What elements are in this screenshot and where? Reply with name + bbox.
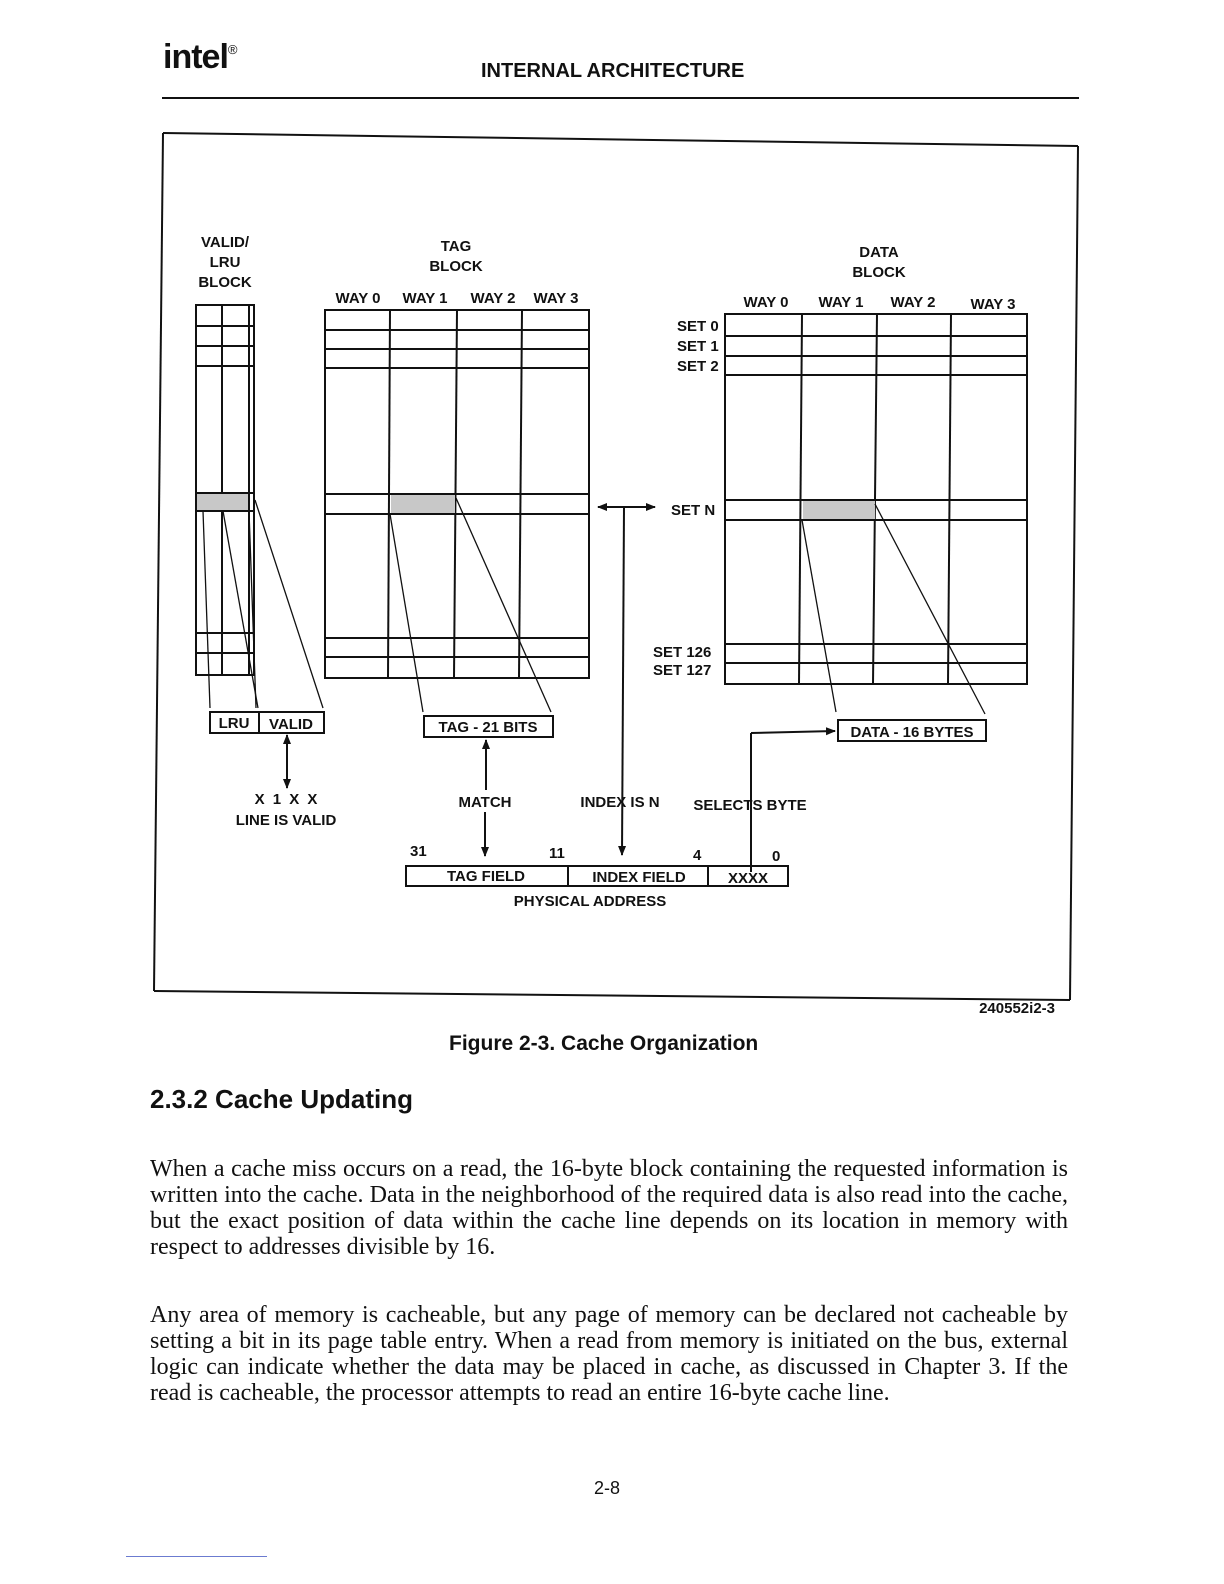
tag-selected-entry xyxy=(391,495,455,513)
data-way-labels xyxy=(743,294,1015,313)
data-block-title xyxy=(852,244,905,281)
expansion-lines xyxy=(203,498,985,714)
figure-label: SET 127 xyxy=(653,662,712,679)
figure-label: WAY 1 xyxy=(818,294,864,311)
lru-label: LRU xyxy=(218,715,250,732)
index-is-n-label: INDEX IS N xyxy=(580,794,660,811)
tag-way-labels xyxy=(335,290,578,307)
valid-lru-block-title xyxy=(198,234,251,291)
figure-label: WAY 1 xyxy=(402,290,448,307)
figure-label: WAY 2 xyxy=(890,294,936,311)
page-number: 2-8 xyxy=(594,1478,621,1498)
figure-label: SET 0 xyxy=(677,318,719,335)
valid-code: X 1 X X xyxy=(254,791,320,808)
line-is-valid-label: LINE IS VALID xyxy=(235,812,337,829)
figure-caption: Figure 2-3. Cache Organization xyxy=(449,1032,759,1055)
data-array xyxy=(725,314,1027,684)
figure-label: WAY 3 xyxy=(533,290,579,307)
figure-label: BLOCK xyxy=(852,264,906,281)
figure-label: SET N xyxy=(671,502,716,519)
tag-array xyxy=(325,310,589,678)
figure-label: DATA xyxy=(859,244,899,261)
figure-label: VALID/ xyxy=(200,234,250,251)
tag-bits-label: TAG - 21 BITS xyxy=(438,719,538,736)
figure-id: 240552i2-3 xyxy=(979,1000,1055,1017)
figure-label: 4 xyxy=(693,847,702,864)
xxxx-label: XXXX xyxy=(727,870,769,887)
set-labels xyxy=(653,318,719,679)
figure-label: WAY 3 xyxy=(970,296,1016,313)
body-paragraph: When a cache miss occurs on a read, the 16-byte block containing the requested information is written into the cache. Data in the neighborhood of the required data is also read into the cache, but the exact position of data within the cache line depends on its location in memory with respect to addresses divisible by 16. xyxy=(150,1156,1068,1260)
figure-label: SET 2 xyxy=(677,358,719,375)
figure-label: 11 xyxy=(549,845,565,862)
index-field-label: INDEX FIELD xyxy=(592,869,686,886)
body-paragraph: Any area of memory is cacheable, but any page of memory can be declared not cacheable by setting a bit in its page table entry. When a read from memory is initiated on the bus, external logic can indicate whether the data may be placed in cache, as discussed in Chapter 3. If the read is cacheable, the processor attempts to read an entire 16-byte cache line. xyxy=(150,1302,1068,1406)
footer-rule xyxy=(126,1556,267,1557)
tag-field-label: TAG FIELD xyxy=(446,868,526,885)
figure-label: SET 126 xyxy=(653,644,712,661)
figure-label: WAY 0 xyxy=(743,294,789,311)
figure-label: WAY 2 xyxy=(470,290,516,307)
figure-label: TAG xyxy=(440,238,472,255)
bit-positions xyxy=(410,843,780,865)
selects-byte-label: SELECTS BYTE xyxy=(693,797,807,814)
figure-label: 0 xyxy=(772,848,781,865)
running-header-title: INTERNAL ARCHITECTURE xyxy=(481,60,745,82)
figure-label: LRU xyxy=(209,254,241,271)
data-bytes-label: DATA - 16 BYTES xyxy=(850,724,974,741)
valid-lru-array xyxy=(196,305,254,675)
physical-address-label: PHYSICAL ADDRESS xyxy=(513,893,667,910)
figure-label: SET 1 xyxy=(677,338,719,355)
figure-label: WAY 0 xyxy=(335,290,381,307)
match-label: MATCH xyxy=(458,794,512,811)
section-heading: 2.3.2 Cache Updating xyxy=(150,1084,413,1114)
tag-block-title xyxy=(429,238,482,275)
figure-label: BLOCK xyxy=(429,258,483,275)
intel-logo: intel® xyxy=(163,38,237,76)
figure-label: BLOCK xyxy=(198,274,252,291)
figure-label: 31 xyxy=(410,843,427,860)
valid-lru-selected-set xyxy=(197,494,248,510)
data-selected-entry xyxy=(803,501,875,519)
valid-label: VALID xyxy=(269,716,313,733)
